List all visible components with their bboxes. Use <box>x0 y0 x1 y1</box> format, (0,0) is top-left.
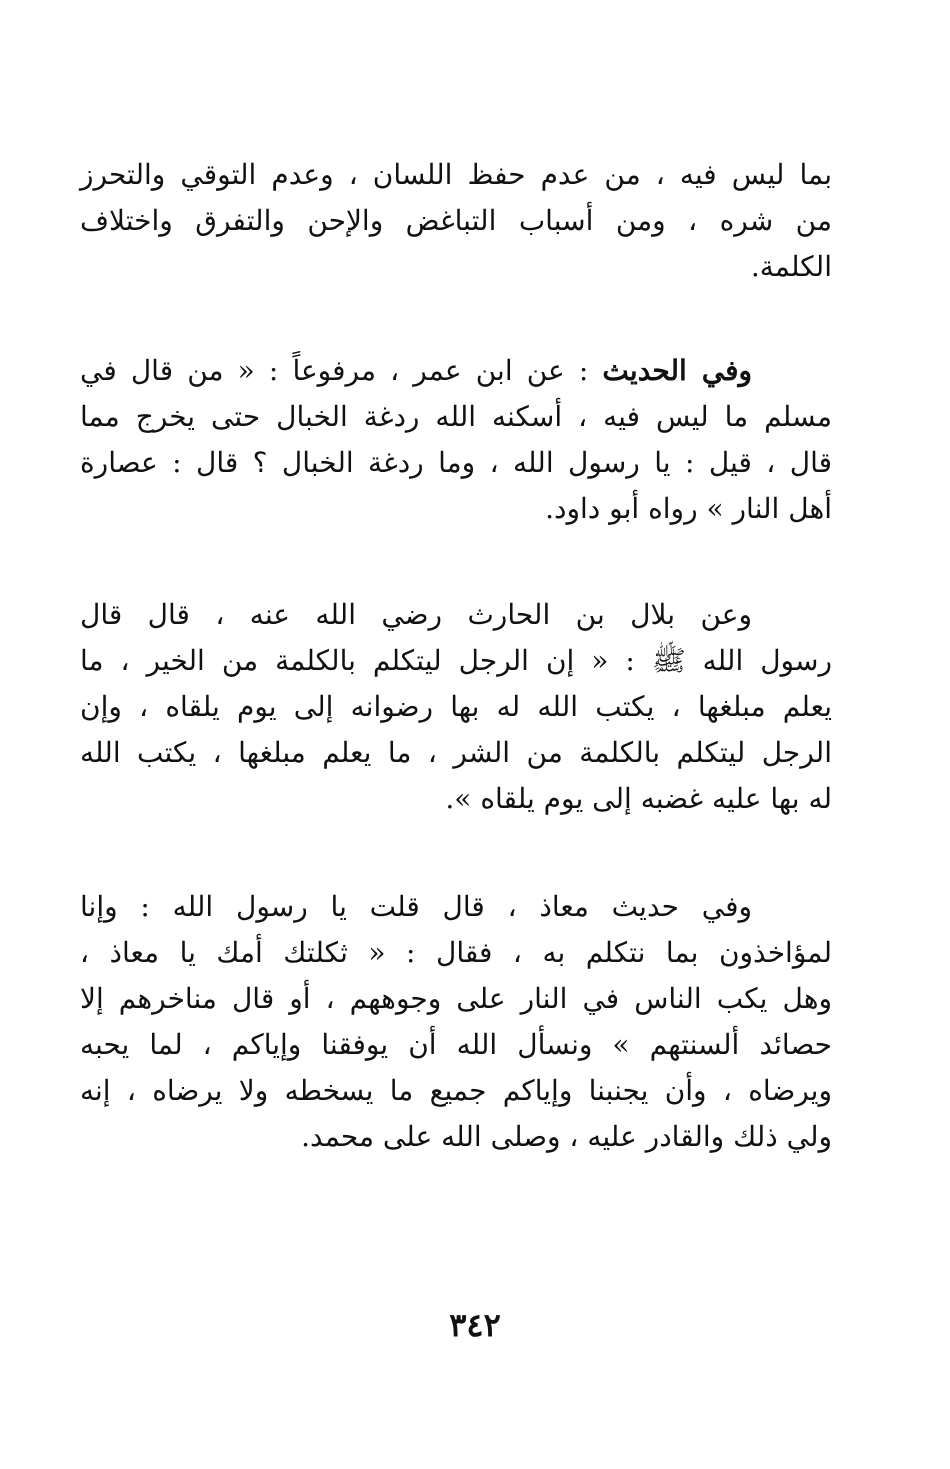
paragraph-3 <box>80 592 832 822</box>
paragraph-line: رسول الله ﷺ : « إن الرجل ليتكلم بالكلمة من الخير ، ما <box>80 644 832 677</box>
paragraph-line: قال ، قيل : يا رسول الله ، وما ردغة الخبال ؟ قال : عصارة <box>80 446 832 479</box>
paragraph-line: حصائد ألسنتهم » ونسأل الله أن يوفقنا وإياكم ، لما يحبه <box>80 1028 832 1061</box>
paragraph-line-rest: : عن ابن عمر ، مرفوعاً : « من قال في <box>80 354 603 387</box>
page-number: ٣٤٢ <box>449 1306 501 1344</box>
paragraph-line: وعن بلال بن الحارث رضي الله عنه ، قال قال <box>80 598 752 631</box>
paragraph-line: الكلمة. <box>750 250 832 283</box>
paragraph-line: ولي ذلك والقادر عليه ، وصلى الله على محمد. <box>301 1120 832 1153</box>
paragraph-line: لمؤاخذون بما نتكلم به ، فقال : « ثكلتك أمك يا معاذ ، <box>80 936 832 969</box>
paragraph-2 <box>80 348 832 532</box>
paragraph-line: أهل النار » رواه أبو داود. <box>545 492 832 525</box>
paragraph-line: له بها عليه غضبه إلى يوم يلقاه ». <box>445 782 832 815</box>
paragraph-line: بما ليس فيه ، من عدم حفظ اللسان ، وعدم التوقي والتحرز <box>80 158 832 191</box>
paragraph-line: مسلم ما ليس فيه ، أسكنه الله ردغة الخبال حتى يخرج مما <box>80 400 832 433</box>
paragraph-line: ويرضاه ، وأن يجنبنا وإياكم جميع ما يسخطه ولا يرضاه ، إنه <box>80 1074 832 1107</box>
paragraph-1 <box>80 152 832 290</box>
paragraph-line <box>80 348 832 394</box>
paragraph-line: من شره ، ومن أسباب التباغض والإحن والتفرق واختلاف <box>80 204 832 237</box>
paragraph-4 <box>80 884 832 1160</box>
paragraph-line: الرجل ليتكلم بالكلمة من الشر ، ما يعلم مبلغها ، يكتب الله <box>80 736 832 769</box>
hadith-lead-bold: وفي الحديث <box>602 354 752 387</box>
paragraph-line: يعلم مبلغها ، يكتب الله له بها رضوانه إلى يوم يلقاه ، وإن <box>80 690 832 723</box>
paragraph-line: وفي حديث معاذ ، قال قلت يا رسول الله : وإنا <box>80 890 752 923</box>
paragraph-line: وهل يكب الناس في النار على وجوههم ، أو قال مناخرهم إلا <box>80 982 832 1015</box>
